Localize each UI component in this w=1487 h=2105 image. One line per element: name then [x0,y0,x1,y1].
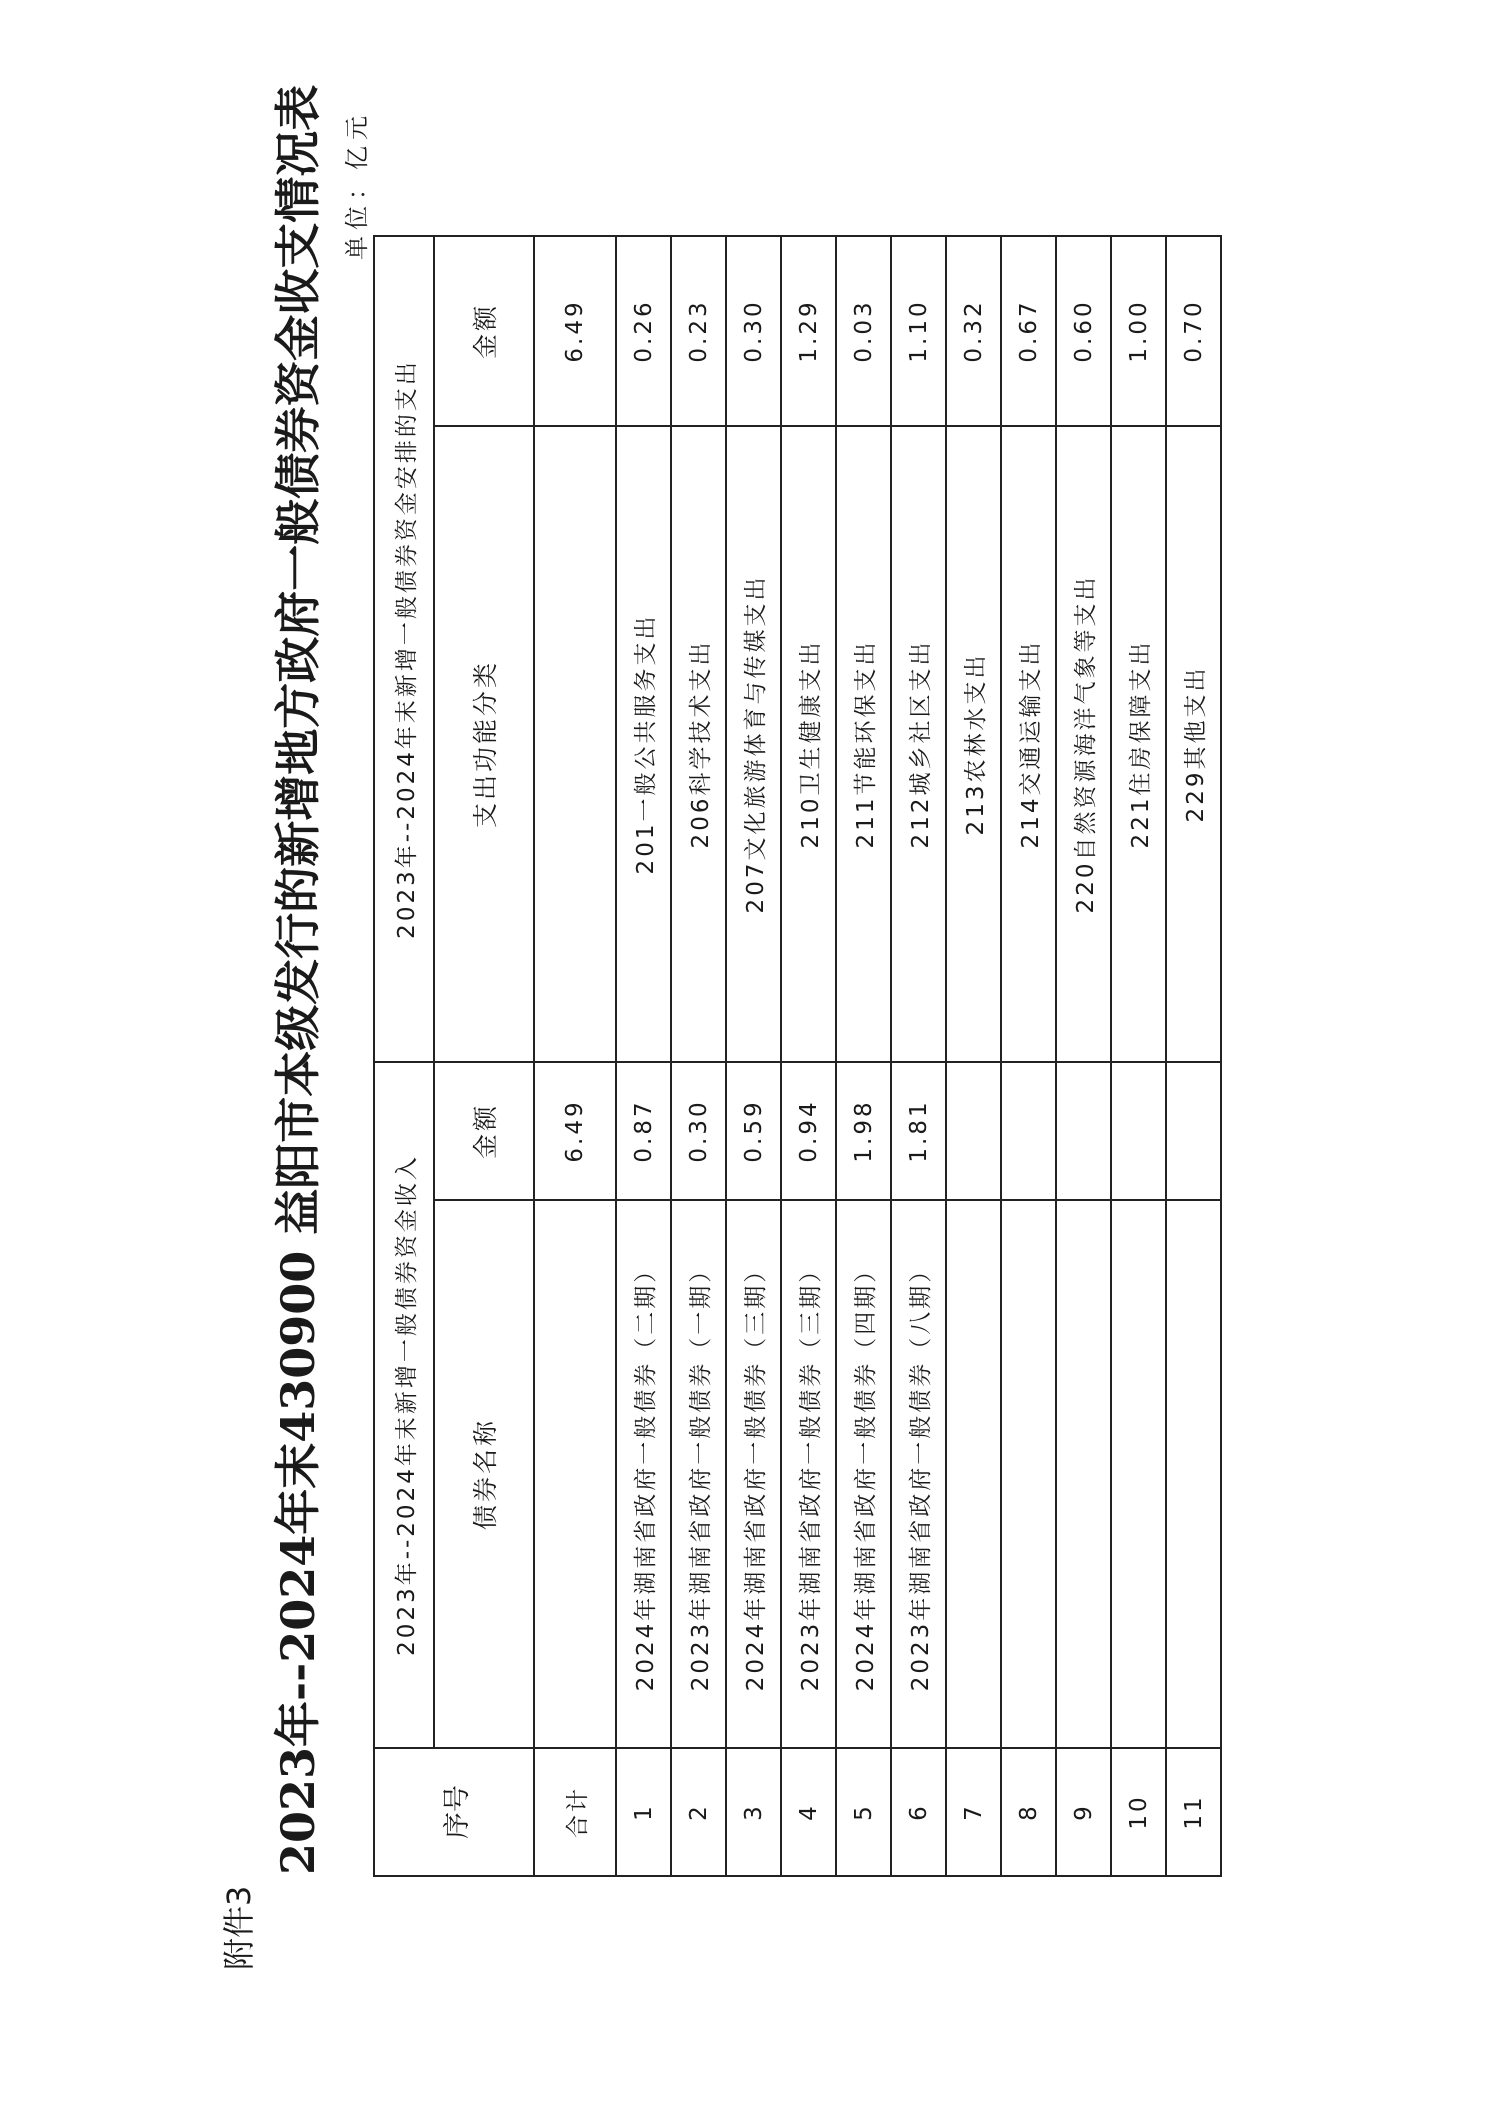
row-seq: 2 [671,1748,726,1876]
row-expense-class: 210卫生健康支出 [781,426,836,1062]
row-bond-name: 2023年湖南省政府一般债券（三期） [781,1200,836,1748]
row-seq: 3 [726,1748,781,1876]
row-expense-amount: 0.60 [1056,236,1111,426]
row-income-amount: 1.98 [836,1062,891,1200]
row-expense-class: 212城乡社区支出 [891,426,946,1062]
table-row [781,236,836,1876]
row-bond-name [1166,1200,1221,1748]
row-seq: 4 [781,1748,836,1876]
row-seq: 7 [946,1748,1001,1876]
row-seq: 11 [1166,1748,1221,1876]
row-expense-class: 201一般公共服务支出 [616,426,671,1062]
row-expense-amount: 0.03 [836,236,891,426]
row-bond-name: 2023年湖南省政府一般债券（八期） [891,1200,946,1748]
row-income-amount [1056,1062,1111,1200]
table-row [891,236,946,1876]
page-title: 2023年--2024年末430900 益阳市本级发行的新增地方政府一般债券资金收支情况表 [271,84,325,1875]
table-row [1111,236,1166,1876]
total-income-name [534,1200,616,1748]
table-row [946,236,1001,1876]
expense-group-header: 2023年--2024年末新增一般债券资金安排的支出 [374,236,434,1062]
row-expense-class: 207文化旅游体育与传媒支出 [726,426,781,1062]
expense-amount-header: 金额 [434,236,534,426]
row-expense-amount: 0.26 [616,236,671,426]
row-income-amount: 0.30 [671,1062,726,1200]
row-expense-amount: 0.23 [671,236,726,426]
row-income-amount [1166,1062,1221,1200]
unit-label: 单位：亿元 [343,110,371,260]
row-expense-amount: 0.67 [1001,236,1056,426]
expense-class-header: 支出功能分类 [434,426,534,1062]
row-expense-amount: 1.29 [781,236,836,426]
table-row [671,236,726,1876]
row-income-amount: 0.87 [616,1062,671,1200]
table-row-total [534,236,616,1876]
row-expense-class: 206科学技术支出 [671,426,726,1062]
total-income-amount: 6.49 [534,1062,616,1200]
income-amount-header: 金额 [434,1062,534,1200]
attachment-label: 附件3 [220,1885,258,1970]
table-row [1166,236,1221,1876]
income-name-header: 债券名称 [434,1200,534,1748]
row-expense-amount: 0.32 [946,236,1001,426]
row-bond-name: 2024年湖南省政府一般债券（三期） [726,1200,781,1748]
row-bond-name [946,1200,1001,1748]
row-seq: 1 [616,1748,671,1876]
row-expense-amount: 1.10 [891,236,946,426]
row-seq: 10 [1111,1748,1166,1876]
row-bond-name: 2024年湖南省政府一般债券（四期） [836,1200,891,1748]
row-bond-name: 2023年湖南省政府一般债券（一期） [671,1200,726,1748]
row-seq: 5 [836,1748,891,1876]
row-income-amount: 0.59 [726,1062,781,1200]
row-expense-class: 229其他支出 [1166,426,1221,1062]
table-row [836,236,891,1876]
row-seq: 6 [891,1748,946,1876]
row-expense-amount: 0.70 [1166,236,1221,426]
row-income-amount [1111,1062,1166,1200]
row-bond-name [1056,1200,1111,1748]
row-bond-name [1001,1200,1056,1748]
row-expense-class: 214交通运输支出 [1001,426,1056,1062]
bond-income-expense-table [373,235,1222,1877]
seq-header: 序号 [374,1748,534,1876]
total-label: 合计 [534,1748,616,1876]
income-group-header: 2023年--2024年末新增一般债券资金收入 [374,1062,434,1748]
row-income-amount [1001,1062,1056,1200]
row-seq: 8 [1001,1748,1056,1876]
row-income-amount: 1.81 [891,1062,946,1200]
table-row [616,236,671,1876]
table-row [726,236,781,1876]
total-expense-amount: 6.49 [534,236,616,426]
table-row [1001,236,1056,1876]
row-expense-class: 220自然资源海洋气象等支出 [1056,426,1111,1062]
row-expense-class: 221住房保障支出 [1111,426,1166,1062]
row-income-amount [946,1062,1001,1200]
total-expense-class [534,426,616,1062]
table-row [1056,236,1111,1876]
row-bond-name [1111,1200,1166,1748]
row-expense-amount: 0.30 [726,236,781,426]
row-expense-class: 211节能环保支出 [836,426,891,1062]
row-seq: 9 [1056,1748,1111,1876]
row-expense-amount: 1.00 [1111,236,1166,426]
row-bond-name: 2024年湖南省政府一般债券（二期） [616,1200,671,1748]
row-income-amount: 0.94 [781,1062,836,1200]
row-expense-class: 213农林水支出 [946,426,1001,1062]
